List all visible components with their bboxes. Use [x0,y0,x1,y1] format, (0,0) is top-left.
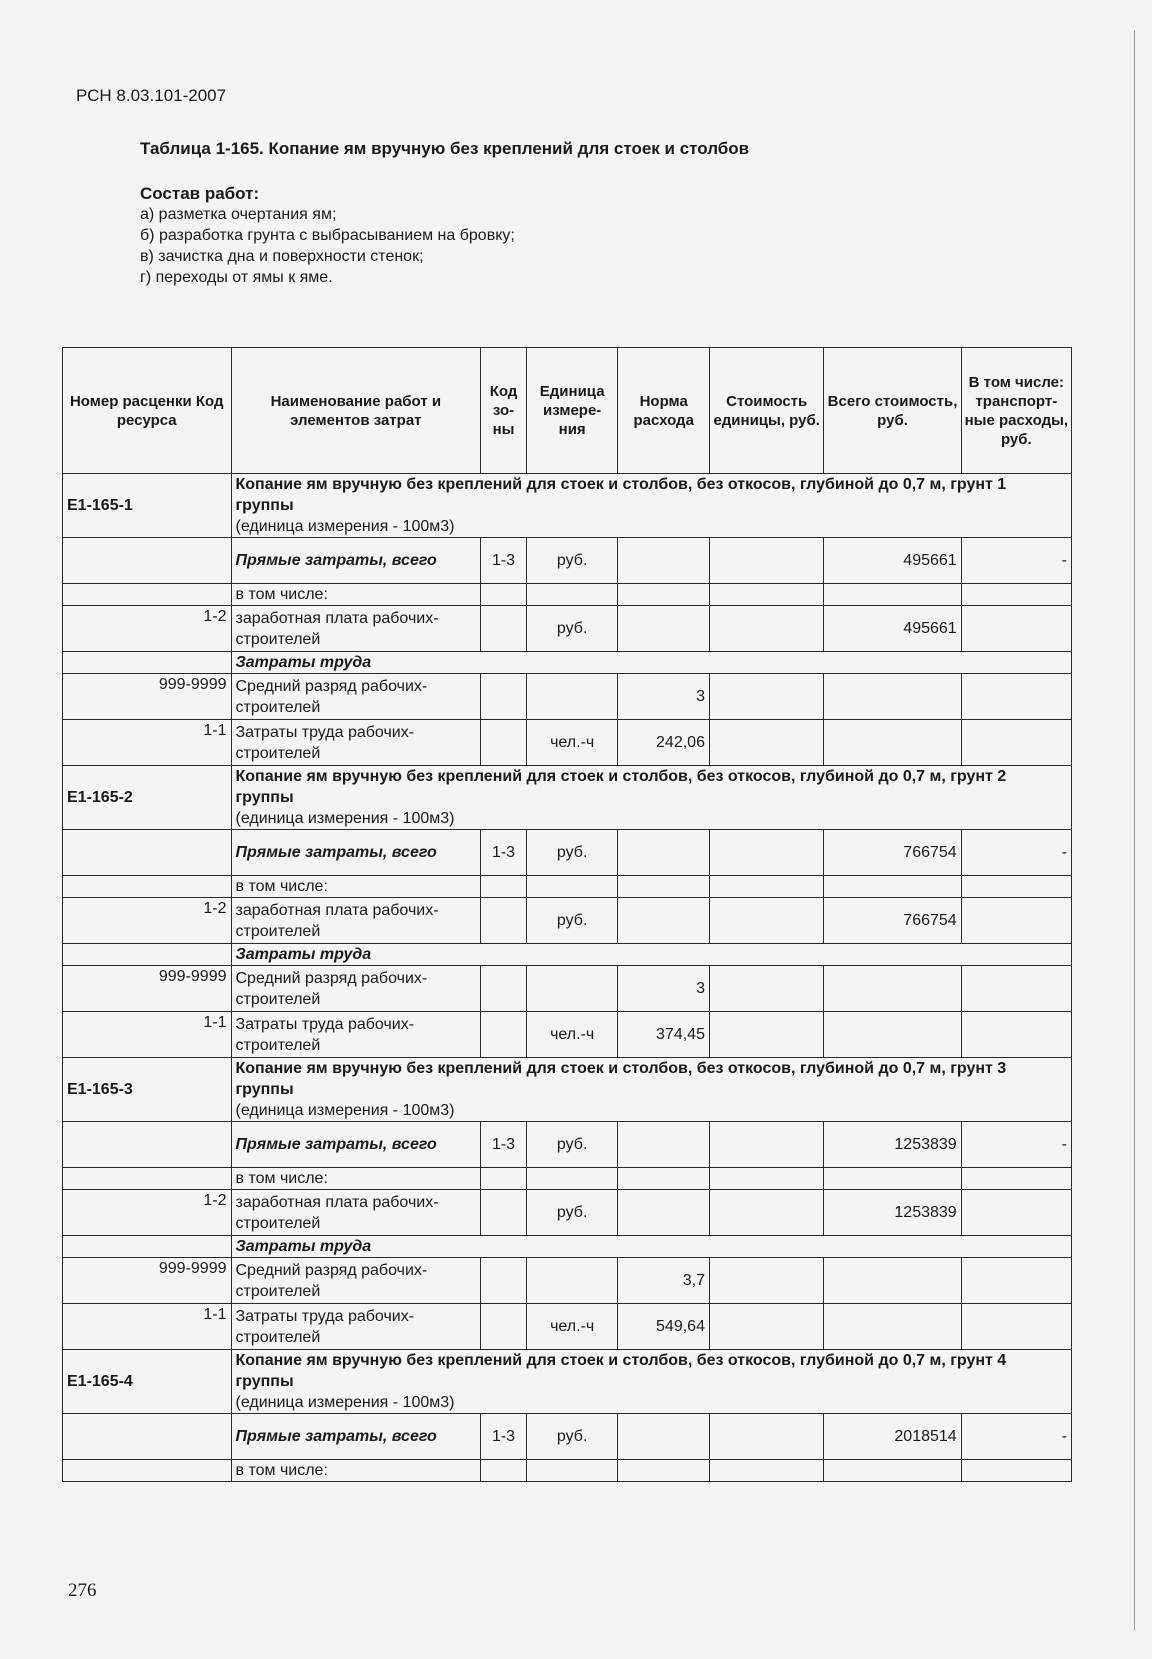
norm-value: 3,7 [618,1258,710,1304]
labor-heading: Затраты труда [231,944,1072,966]
rate-code: Е1-165-2 [63,766,232,830]
empty-cell [63,1460,232,1482]
wage-label: заработная плата рабочих-строителей [231,1190,481,1236]
empty-cell [709,830,823,876]
wage-row [63,898,1072,944]
norm-value: 549,64 [618,1304,710,1350]
resource-code: 1-2 [63,1190,232,1236]
empty-cell [824,876,961,898]
labor-heading-row [63,944,1072,966]
wage-row [63,1190,1072,1236]
works-item: б) разработка грунта с выбрасыванием на бровку; [140,227,515,244]
transport-value: - [961,538,1071,584]
resource-code: 999-9999 [63,674,232,720]
rate-code: Е1-165-4 [63,1350,232,1414]
col-header-norm: Норма расхода [618,348,710,474]
section-header-row [63,474,1072,538]
direct-costs-row [63,1414,1072,1460]
resource-code: 1-2 [63,606,232,652]
direct-costs-label: Прямые затраты, всего [231,1122,481,1168]
zone-value: 1-3 [481,1122,527,1168]
empty-cell [824,1460,961,1482]
resource-code: 1-1 [63,720,232,766]
empty-cell [709,1012,823,1058]
col-header-transport: В том числе: транспорт- ные расходы, руб. [961,348,1071,474]
norm-value: 3 [618,674,710,720]
empty-cell [481,1012,527,1058]
labor-heading: Затраты труда [231,1236,1072,1258]
works-list [140,183,515,288]
empty-cell [709,606,823,652]
resource-code: 999-9999 [63,1258,232,1304]
empty-cell [961,1190,1071,1236]
empty-cell [618,1190,710,1236]
empty-cell [618,830,710,876]
empty-cell [709,1190,823,1236]
empty-cell [961,584,1071,606]
empty-cell [824,1168,961,1190]
including-label: в том числе: [231,876,481,898]
empty-cell [961,876,1071,898]
empty-cell [709,966,823,1012]
section-title: Копание ям вручную без креплений для стоек и столбов, без откосов, глубиной до 0,7 м, грунт 1 группы [235,476,1007,514]
direct-costs-row [63,538,1072,584]
empty-cell [709,584,823,606]
document-code: РСН 8.03.101-2007 [76,86,227,105]
empty-cell [481,876,527,898]
empty-cell [526,1460,618,1482]
empty-cell [961,720,1071,766]
transport-value: - [961,1414,1071,1460]
labor-heading-row [63,1236,1072,1258]
labor-label: Затраты труда рабочих-строителей [231,1012,481,1058]
empty-cell [63,584,232,606]
grade-label: Средний разряд рабочих-строителей [231,966,481,1012]
empty-cell [481,674,527,720]
empty-cell [526,584,618,606]
empty-cell [961,1460,1071,1482]
section-description [231,1350,1072,1414]
header-row [63,348,1072,474]
rates-table [62,347,1072,1482]
empty-cell [824,584,961,606]
direct-costs-label: Прямые затраты, всего [231,1414,481,1460]
labor-label: Затраты труда рабочих-строителей [231,1304,481,1350]
empty-cell [709,1258,823,1304]
section-unit-note: (единица измерения - 100м3) [235,1394,455,1411]
empty-cell [481,584,527,606]
empty-cell [824,1304,961,1350]
empty-cell [618,584,710,606]
resource-code: 1-1 [63,1012,232,1058]
norm-value: 374,45 [618,1012,710,1058]
zone-value: 1-3 [481,1414,527,1460]
wage-label: заработная плата рабочих-строителей [231,898,481,944]
unit-value: чел.-ч [526,720,618,766]
empty-cell [526,1258,618,1304]
grade-label: Средний разряд рабочих-строителей [231,1258,481,1304]
grade-row [63,966,1072,1012]
empty-cell [824,1258,961,1304]
unit-value: чел.-ч [526,1012,618,1058]
empty-cell [481,966,527,1012]
empty-cell [63,944,232,966]
binding-edge-line [1134,30,1135,1630]
rate-code: Е1-165-3 [63,1058,232,1122]
unit-value: руб. [526,1414,618,1460]
section-header-row [63,1058,1072,1122]
empty-cell [618,538,710,584]
empty-cell [481,720,527,766]
including-row [63,1460,1072,1482]
section-description [231,1058,1072,1122]
empty-cell [961,674,1071,720]
direct-costs-label: Прямые затраты, всего [231,538,481,584]
empty-cell [961,1258,1071,1304]
col-header-unit-cost: Стоимость единицы, руб. [709,348,823,474]
including-label: в том числе: [231,584,481,606]
resource-code: 999-9999 [63,966,232,1012]
empty-cell [618,1122,710,1168]
unit-value: руб. [526,1122,618,1168]
direct-costs-row [63,830,1072,876]
unit-value: руб. [526,830,618,876]
empty-cell [481,1190,527,1236]
empty-cell [709,1304,823,1350]
empty-cell [709,720,823,766]
total-cost-value: 1253839 [824,1122,961,1168]
resource-code: 1-2 [63,898,232,944]
labor-row [63,1304,1072,1350]
empty-cell [63,876,232,898]
empty-cell [618,876,710,898]
direct-costs-label: Прямые затраты, всего [231,830,481,876]
total-cost-value: 766754 [824,898,961,944]
empty-cell [526,674,618,720]
works-item: г) переходы от ямы к яме. [140,269,333,286]
col-header-name: Наименование работ и элементов затрат [231,348,481,474]
zone-value: 1-3 [481,830,527,876]
zone-value: 1-3 [481,538,527,584]
empty-cell [618,898,710,944]
empty-cell [63,1414,232,1460]
unit-value: руб. [526,538,618,584]
wage-row [63,606,1072,652]
norm-value: 3 [618,966,710,1012]
section-title: Копание ям вручную без креплений для стоек и столбов, без откосов, глубиной до 0,7 м, грунт 2 группы [235,768,1007,806]
labor-row [63,720,1072,766]
col-header-zone: Код зо- ны [481,348,527,474]
section-description [231,474,1072,538]
empty-cell [63,538,232,584]
empty-cell [481,606,527,652]
including-label: в том числе: [231,1168,481,1190]
empty-cell [709,898,823,944]
empty-cell [481,898,527,944]
section-header-row [63,766,1072,830]
total-cost-value: 766754 [824,830,961,876]
empty-cell [618,1460,710,1482]
section-description [231,766,1072,830]
total-cost-value: 1253839 [824,1190,961,1236]
empty-cell [63,830,232,876]
total-cost-value: 2018514 [824,1414,961,1460]
section-header-row [63,1350,1072,1414]
section-title: Копание ям вручную без креплений для стоек и столбов, без откосов, глубиной до 0,7 м, грунт 4 группы [235,1352,1007,1390]
table-title: Таблица 1-165. Копание ям вручную без креплений для стоек и столбов [140,139,750,158]
empty-cell [961,1168,1071,1190]
section-title: Копание ям вручную без креплений для стоек и столбов, без откосов, глубиной до 0,7 м, грунт 3 группы [235,1060,1007,1098]
empty-cell [618,1168,710,1190]
empty-cell [961,606,1071,652]
unit-value: руб. [526,606,618,652]
empty-cell [709,1122,823,1168]
including-label: в том числе: [231,1460,481,1482]
unit-value: руб. [526,1190,618,1236]
empty-cell [618,606,710,652]
section-unit-note: (единица измерения - 100м3) [235,518,455,535]
labor-heading-row [63,652,1072,674]
including-row [63,1168,1072,1190]
direct-costs-row [63,1122,1072,1168]
empty-cell [709,1414,823,1460]
transport-value: - [961,830,1071,876]
col-header-total-cost: Всего стоимость, руб. [824,348,961,474]
empty-cell [824,966,961,1012]
grade-label: Средний разряд рабочих-строителей [231,674,481,720]
labor-heading: Затраты труда [231,652,1072,674]
unit-value: руб. [526,898,618,944]
empty-cell [63,1236,232,1258]
labor-label: Затраты труда рабочих-строителей [231,720,481,766]
empty-cell [824,1012,961,1058]
works-title: Состав работ: [140,184,260,203]
including-row [63,584,1072,606]
empty-cell [526,966,618,1012]
transport-value: - [961,1122,1071,1168]
wage-label: заработная плата рабочих-строителей [231,606,481,652]
empty-cell [709,1168,823,1190]
section-unit-note: (единица измерения - 100м3) [235,1102,455,1119]
norm-value: 242,06 [618,720,710,766]
col-header-unit: Единица измере- ния [526,348,618,474]
empty-cell [961,1304,1071,1350]
empty-cell [961,966,1071,1012]
rate-code: Е1-165-1 [63,474,232,538]
col-header-code: Номер расценки Код ресурса [63,348,232,474]
empty-cell [481,1258,527,1304]
total-cost-value: 495661 [824,606,961,652]
empty-cell [481,1460,527,1482]
empty-cell [709,538,823,584]
page-number: 276 [68,1580,97,1601]
resource-code: 1-1 [63,1304,232,1350]
unit-value: чел.-ч [526,1304,618,1350]
empty-cell [526,1168,618,1190]
empty-cell [961,1012,1071,1058]
grade-row [63,1258,1072,1304]
including-row [63,876,1072,898]
empty-cell [63,1122,232,1168]
empty-cell [709,1460,823,1482]
works-item: в) зачистка дна и поверхности стенок; [140,248,424,265]
empty-cell [961,898,1071,944]
empty-cell [709,674,823,720]
empty-cell [824,720,961,766]
grade-row [63,674,1072,720]
works-item: а) разметка очертания ям; [140,206,337,223]
empty-cell [618,1414,710,1460]
total-cost-value: 495661 [824,538,961,584]
empty-cell [481,1168,527,1190]
empty-cell [63,652,232,674]
empty-cell [481,1304,527,1350]
labor-row [63,1012,1072,1058]
empty-cell [824,674,961,720]
section-unit-note: (единица измерения - 100м3) [235,810,455,827]
empty-cell [709,876,823,898]
empty-cell [63,1168,232,1190]
empty-cell [526,876,618,898]
